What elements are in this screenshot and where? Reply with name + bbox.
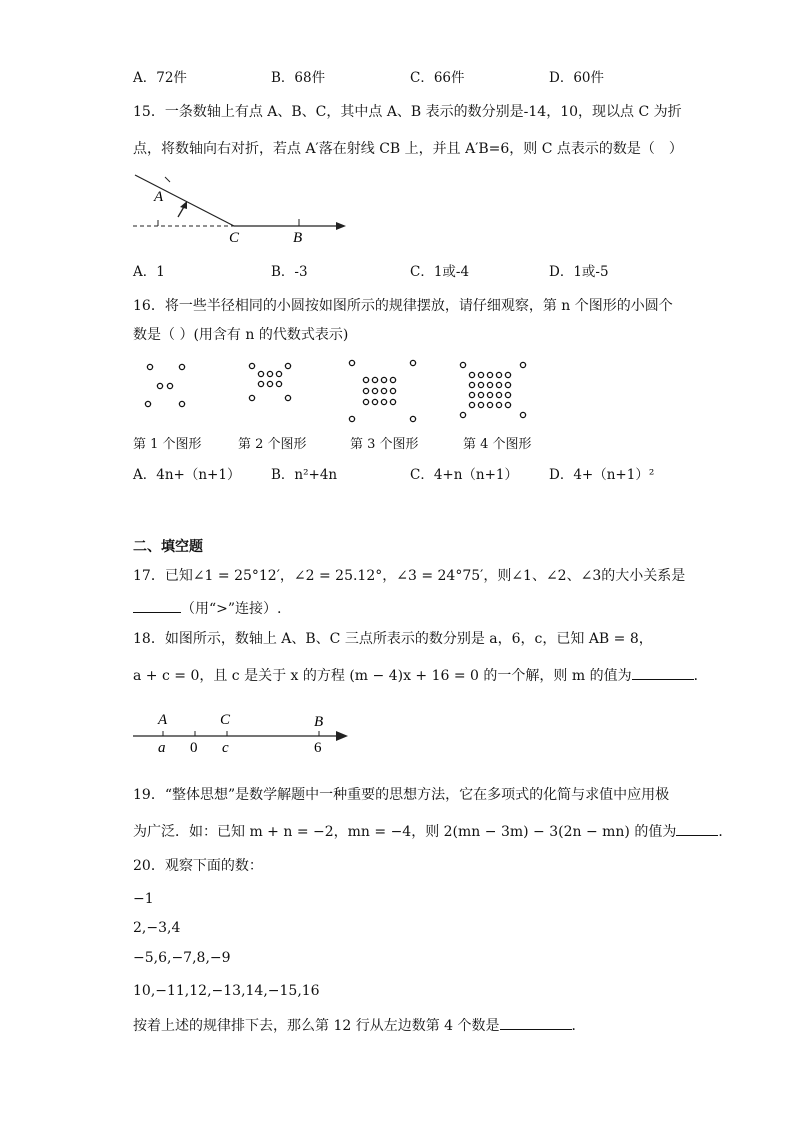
label-C: C xyxy=(220,712,231,728)
q16-stem-line1: 16．将一些半径相同的小圆按如图所示的规律摆放，请仔细观察，第 n 个图形的小圆个 xyxy=(133,298,673,314)
q16-circle-patterns xyxy=(130,355,560,425)
q18-stem-line1: 18．如图所示，数轴上 A、B、C 三点所表示的数分别是 a，6，c，已知 AB = 8， xyxy=(133,631,653,647)
q18-answer-blank[interactable] xyxy=(632,665,694,680)
q14-option-a: A．72件 xyxy=(133,70,187,86)
q15-option-a: A．1 xyxy=(133,264,165,280)
label-a: A xyxy=(154,189,164,205)
folded-segment xyxy=(135,175,234,226)
fold-arrow-head xyxy=(180,201,187,209)
label-A: A xyxy=(158,712,168,728)
q16-option-c: C．4+n（n+1） xyxy=(410,467,519,483)
q20-question-text: 按着上述的规律排下去，那么第 12 行从左边数第 4 个数是 xyxy=(133,1018,500,1034)
q20-row-3: −5,6,−7,8,−9 xyxy=(133,950,231,966)
q16-option-b: B．n²+4n xyxy=(271,467,338,483)
q16-stem-line2: 数是（ ）(用含有 n 的代数式表示) xyxy=(133,327,349,343)
q20-stem: 20．观察下面的数： xyxy=(133,858,263,874)
pattern-2 xyxy=(249,363,290,400)
q17-stem-line2 xyxy=(133,598,282,618)
q15-stem-line1: 15．一条数轴上有点 A、B、C，其中点 A、B 表示的数分别是-14，10，现以点 C 为折 xyxy=(133,104,682,120)
q19-stem-line1: 19．“整体思想”是数学解题中一种重要的思想方法，它在多项式的化简与求值中应用极 xyxy=(133,787,670,803)
label-b: B xyxy=(293,230,303,246)
pattern-1 xyxy=(145,364,184,406)
q16-option-d: D．4+（n+1）² xyxy=(549,467,655,483)
q19-line2-text: 为广泛．如：已知 m + n = −2，mn = −4，则 2(mn − 3m) − 3(2n − mn) 的值为 xyxy=(133,824,677,840)
pattern-3 xyxy=(349,360,415,421)
q15-stem-line2: 点，将数轴向右对折，若点 A′落在射线 CB 上，并且 A′B=6，则 C 点表示的数是（ ） xyxy=(133,141,683,157)
value-c: c xyxy=(222,740,229,756)
q20-answer-blank[interactable] xyxy=(500,1015,572,1030)
q17-stem-line1: 17．已知∠1 = 25°12′，∠2 = 25.12°，∠3 = 24°75′，则∠1、∠2、∠3的大小关系是 xyxy=(133,568,686,584)
q15-number-line-figure xyxy=(130,168,355,248)
q15-option-b: B．-3 xyxy=(271,264,308,280)
q17-answer-blank[interactable] xyxy=(133,598,181,613)
q19-answer-blank[interactable] xyxy=(676,821,718,836)
q19-stem-line2: 为广泛．如：已知 m + n = −2，mn = −4，则 2(mn − 3m) − 3(2n − mn) 的值为 ． xyxy=(133,821,732,841)
axis-arrow xyxy=(336,731,348,741)
q15-option-c: C．1或-4 xyxy=(410,264,470,280)
q16-option-a: A．4n+（n+1） xyxy=(133,467,241,483)
q20-question: 按着上述的规律排下去，那么第 12 行从左边数第 4 个数是 ． xyxy=(133,1015,586,1035)
q18-stem-line2: a + c = 0，且 c 是关于 x 的方程 (m − 4)x + 16 = 0 的一个解，则 m 的值为 ． xyxy=(133,665,708,685)
value-zero: 0 xyxy=(190,740,198,756)
q16-caption-3: 第 3 个图形 xyxy=(350,437,419,452)
section-title-fill-in: 二、填空题 xyxy=(133,539,203,555)
value-a: a xyxy=(158,740,166,756)
q16-caption-2: 第 2 个图形 xyxy=(238,437,307,452)
q20-row-4: 10,−11,12,−13,14,−15,16 xyxy=(133,983,320,999)
q17-line2-text: （用“>”连接）. xyxy=(181,601,282,617)
q20-row-2: 2,−3,4 xyxy=(133,920,181,936)
q18-line2-text: a + c = 0，且 c 是关于 x 的方程 (m − 4)x + 16 = 0 的一个解，则 m 的值为 xyxy=(133,668,632,684)
q16-caption-4: 第 4 个图形 xyxy=(463,437,532,452)
q14-option-d: D．60件 xyxy=(549,70,605,86)
q15-option-d: D．1或-5 xyxy=(549,264,609,280)
label-B: B xyxy=(314,714,324,730)
pattern-4 xyxy=(460,362,525,417)
q18-number-line-figure xyxy=(130,706,355,758)
value-six: 6 xyxy=(314,740,322,756)
tick-a xyxy=(165,177,170,182)
q16-caption-1: 第 1 个图形 xyxy=(133,437,202,452)
q14-option-c: C．66件 xyxy=(410,70,465,86)
q14-option-b: B．68件 xyxy=(271,70,326,86)
q20-row-1: −1 xyxy=(133,891,154,907)
axis-arrow xyxy=(336,222,346,230)
label-c: C xyxy=(229,230,240,246)
